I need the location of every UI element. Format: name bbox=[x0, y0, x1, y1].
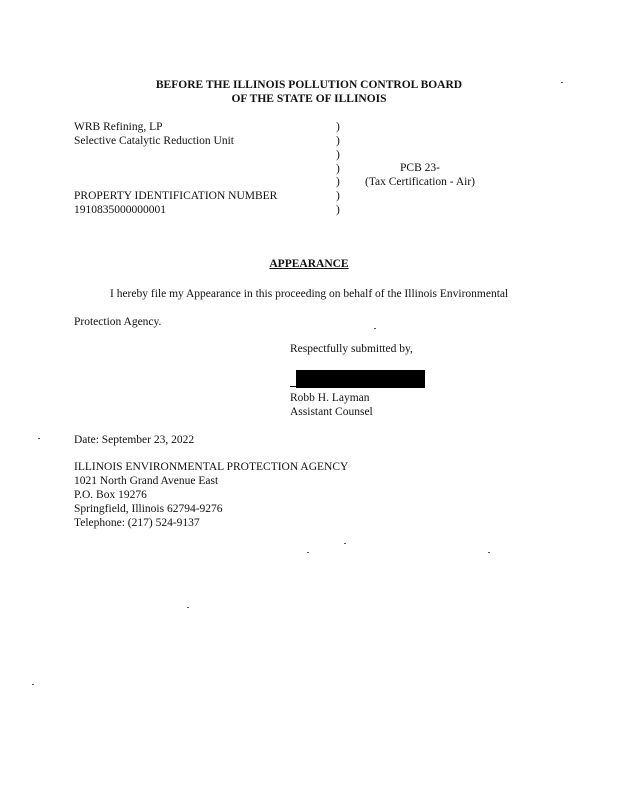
caption-paren: ) bbox=[336, 176, 340, 188]
petitioner-unit: Selective Catalytic Reduction Unit bbox=[74, 135, 235, 147]
board-heading-line1: BEFORE THE ILLINOIS POLLUTION CONTROL BOARD bbox=[155, 79, 463, 91]
agency-phone: Telephone: (217) 524-9137 bbox=[74, 517, 200, 529]
board-heading-line2: OF THE STATE OF ILLINOIS bbox=[231, 93, 387, 105]
scan-speck bbox=[32, 684, 34, 685]
signer-name: Robb H. Layman bbox=[290, 392, 370, 404]
agency-street: 1021 North Grand Avenue East bbox=[74, 475, 219, 487]
scan-speck bbox=[344, 543, 346, 544]
property-id-number: 1910835000000001 bbox=[74, 204, 166, 216]
caption-paren: ) bbox=[336, 163, 340, 175]
date-line: Date: September 23, 2022 bbox=[74, 434, 195, 446]
caption-paren: ) bbox=[336, 149, 340, 161]
scan-speck bbox=[561, 82, 563, 83]
property-id-label: PROPERTY IDENTIFICATION NUMBER bbox=[74, 190, 278, 202]
petitioner-name: WRB Refining, LP bbox=[74, 121, 163, 133]
case-number: PCB 23- bbox=[400, 162, 440, 174]
caption-paren: ) bbox=[336, 135, 340, 147]
caption-paren: ) bbox=[336, 204, 340, 216]
scan-speck bbox=[374, 328, 376, 329]
agency-name: ILLINOIS ENVIRONMENTAL PROTECTION AGENCY bbox=[74, 461, 349, 473]
scan-speck bbox=[187, 607, 189, 608]
caption-paren: ) bbox=[336, 190, 340, 202]
body-line-1: I hereby file my Appearance in this proceeding on behalf of the Illinois Environmental bbox=[110, 288, 509, 300]
signer-title: Assistant Counsel bbox=[290, 406, 373, 418]
agency-po-box: P.O. Box 19276 bbox=[74, 489, 147, 501]
scan-speck bbox=[38, 438, 40, 439]
body-line-2: Protection Agency. bbox=[74, 316, 162, 328]
document-title: APPEARANCE bbox=[269, 258, 349, 270]
redacted-signature bbox=[296, 370, 425, 388]
closing-text: Respectfully submitted by, bbox=[290, 343, 413, 355]
agency-city: Springfield, Illinois 62794-9276 bbox=[74, 503, 223, 515]
caption-paren: ) bbox=[336, 121, 340, 133]
case-type: (Tax Certification - Air) bbox=[364, 176, 475, 188]
scan-speck bbox=[307, 552, 309, 553]
scan-speck bbox=[488, 552, 490, 553]
